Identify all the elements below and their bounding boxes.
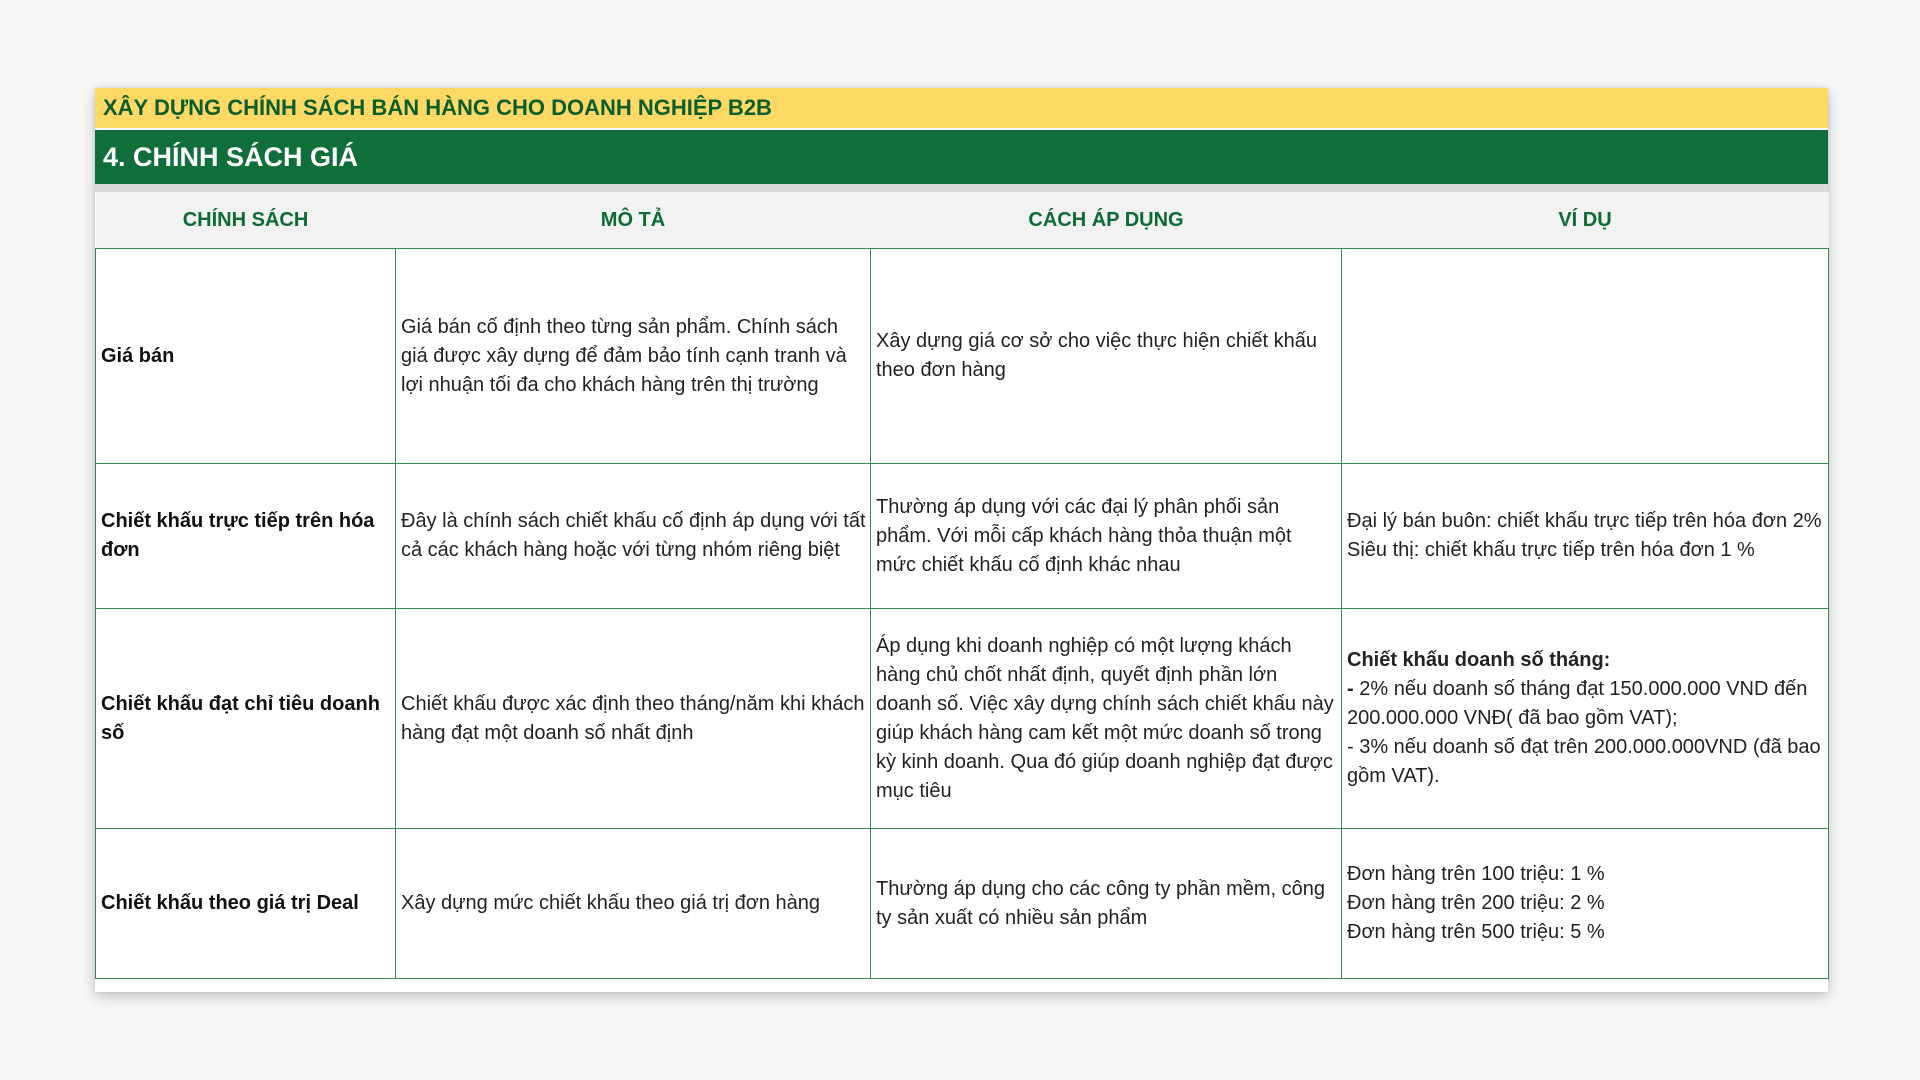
cell-application[interactable]: Thường áp dụng với các đại lý phân phối sản phẩm. Với mỗi cấp khách hàng thỏa thuận một mức chiết khấu cố định khác nhau [871,464,1342,609]
cell-description[interactable]: Xây dựng mức chiết khấu theo giá trị đơn hàng [396,829,871,979]
example-line: Đơn hàng trên 500 triệu: 5 % [1347,921,1605,943]
cell-application[interactable]: Xây dựng giá cơ sở cho việc thực hiện chiết khấu theo đơn hàng [871,249,1342,464]
policy-table [95,192,1829,979]
cell-application[interactable]: Áp dụng khi doanh nghiệp có một lượng khách hàng chủ chốt nhất định, quyết định phần lớn doanh số. Việc xây dựng chính sách chiết khấu này giúp khách hàng cam kết một mức doanh số trong kỳ kinh doanh. Qua đó giúp doanh nghiệp đạt được mục tiêu [871,609,1342,829]
example-line: Đơn hàng trên 100 triệu: 1 % [1347,863,1605,885]
cell-policy[interactable]: Chiết khấu theo giá trị Deal [96,829,396,979]
column-header-example[interactable]: VÍ DỤ [1342,192,1829,249]
example-dash: - [1347,678,1354,700]
column-header-description[interactable]: MÔ TẢ [396,192,871,249]
table-row [96,829,1829,979]
cell-description[interactable]: Đây là chính sách chiết khấu cố định áp dụng với tất cả các khách hàng hoặc với từng nhóm riêng biệt [396,464,871,609]
column-header-application[interactable]: CÁCH ÁP DỤNG [871,192,1342,249]
example-heading: Chiết khấu doanh số tháng: [1347,649,1611,671]
cell-example[interactable] [1342,249,1829,464]
cell-example[interactable] [1342,609,1829,829]
section-divider [95,184,1828,192]
cell-policy[interactable]: Giá bán [96,249,396,464]
example-line [1347,675,1824,733]
document-title: XÂY DỰNG CHÍNH SÁCH BÁN HÀNG CHO DOANH NGHIỆP B2B [95,88,1828,128]
section-title: 4. CHÍNH SÁCH GIÁ [95,130,1828,184]
cell-description[interactable]: Giá bán cố định theo từng sản phẩm. Chính sách giá được xây dựng để đảm bảo tính cạnh tranh và lợi nhuận tối đa cho khách hàng trên thị trường [396,249,871,464]
cell-application[interactable]: Thường áp dụng cho các công ty phần mềm, công ty sản xuất có nhiều sản phẩm [871,829,1342,979]
cell-example[interactable] [1342,464,1829,609]
cell-policy[interactable]: Chiết khấu đạt chỉ tiêu doanh số [96,609,396,829]
spreadsheet-sheet [95,88,1828,992]
table-row [96,249,1829,464]
example-line: - 3% nếu doanh số đạt trên 200.000.000VND (đã bao gồm VAT). [1347,736,1821,787]
example-line: Đơn hàng trên 200 triệu: 2 % [1347,892,1605,914]
example-line: Siêu thị: chiết khấu trực tiếp trên hóa đơn 1 % [1347,539,1755,561]
cell-policy[interactable]: Chiết khấu trực tiếp trên hóa đơn [96,464,396,609]
table-header-row [96,192,1829,249]
example-line: Đại lý bán buôn: chiết khấu trực tiếp trên hóa đơn 2% [1347,510,1822,532]
example-line-text: 2% nếu doanh số tháng đạt 150.000.000 VND đến 200.000.000 VNĐ( đã bao gồm VAT); [1347,678,1808,729]
table-row [96,464,1829,609]
cell-example[interactable] [1342,829,1829,979]
cell-description[interactable]: Chiết khấu được xác định theo tháng/năm khi khách hàng đạt một doanh số nhất định [396,609,871,829]
table-row [96,609,1829,829]
column-header-policy[interactable]: CHÍNH SÁCH [96,192,396,249]
